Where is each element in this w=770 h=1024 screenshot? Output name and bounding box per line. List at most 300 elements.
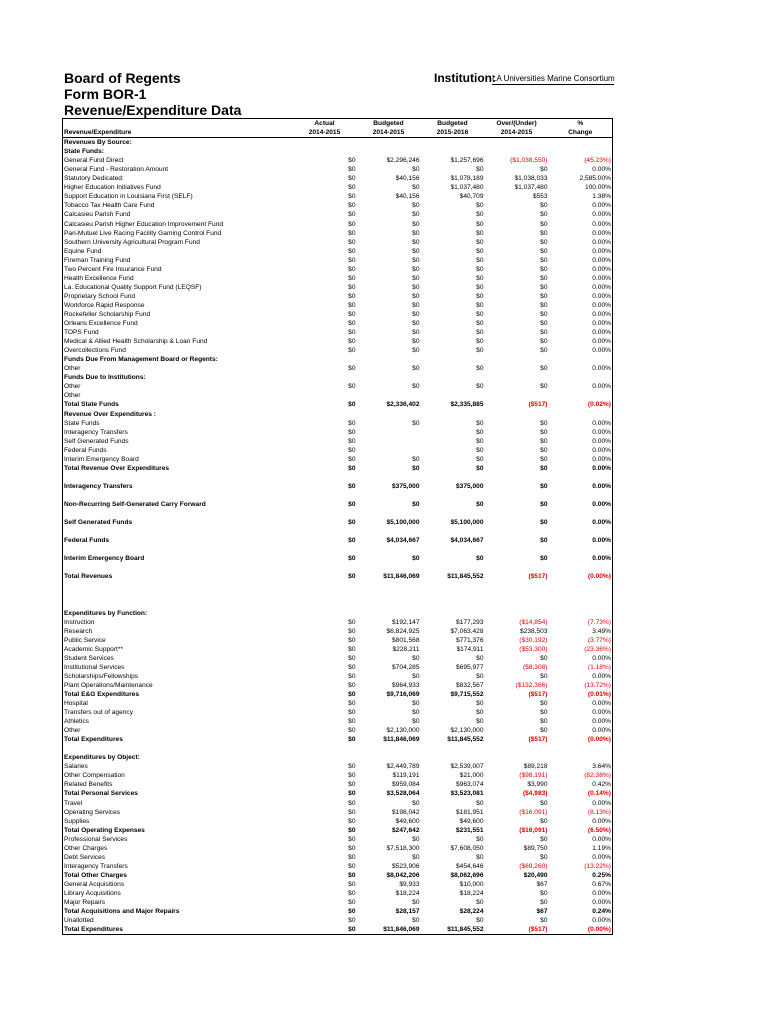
table-row <box>63 301 613 310</box>
row-label: Rockefeller Scholarship Fund <box>64 310 151 318</box>
row-value: $0 <box>476 799 484 807</box>
row-value: $0 <box>348 347 356 355</box>
row-value: $0 <box>540 899 548 907</box>
row-value: $174,911 <box>456 645 484 653</box>
row-value: (82.38%) <box>584 772 611 780</box>
row-value: $0 <box>540 292 548 300</box>
row-value <box>421 147 485 156</box>
row-value: (45.23%) <box>584 157 611 165</box>
row-value: $0 <box>476 446 484 454</box>
revenue-expenditure-table <box>62 118 613 935</box>
table-row <box>63 482 613 491</box>
row-value: 0.00% <box>592 247 611 255</box>
row-value: 0.00% <box>592 817 611 825</box>
row-value: $553 <box>532 193 548 201</box>
row-label: Other Charges <box>64 844 108 852</box>
row-label: Instruction <box>64 618 95 626</box>
row-value: (0.02%) <box>587 401 611 409</box>
row-value: $0 <box>348 283 356 291</box>
row-value: $0 <box>476 899 484 907</box>
row-label: Workforce Rapid Response <box>64 301 145 309</box>
row-value: $9,715,552 <box>450 690 484 698</box>
table-row <box>63 346 613 355</box>
row-value: $0 <box>540 727 548 735</box>
row-value: $0 <box>348 636 356 644</box>
row-label: Pari-Mutuel Live Racing Facility Gaming Control Fund <box>64 229 222 237</box>
row-value: 0.00% <box>592 446 611 454</box>
row-value: $0 <box>412 292 420 300</box>
row-value: $2,539,007 <box>450 763 484 771</box>
row-value <box>357 446 421 455</box>
row-label: Calcasieu Parish Higher Education Improvement Fund <box>64 220 224 228</box>
row-label: Interagency Transfers <box>64 862 128 870</box>
spacer-row <box>63 509 613 518</box>
row-value: (0.00%) <box>587 736 611 744</box>
row-value: 0.00% <box>592 365 611 373</box>
table-header <box>63 119 613 138</box>
row-value: ($16,091) <box>519 826 548 834</box>
row-value: (23.36%) <box>584 645 611 653</box>
row-value: $0 <box>412 899 420 907</box>
row-value: 0.00% <box>592 482 611 490</box>
row-value: $0 <box>476 274 484 282</box>
row-value: $0 <box>348 808 356 816</box>
row-value: 0.00% <box>592 347 611 355</box>
row-value: $0 <box>476 428 484 436</box>
row-label: Expenditures by Function: <box>64 609 148 617</box>
row-label: General Fund Direct <box>64 157 124 165</box>
row-value: $0 <box>412 220 420 228</box>
row-value: ($517) <box>528 573 548 581</box>
row-value: $375,000 <box>391 482 420 490</box>
row-label: Research <box>64 627 93 635</box>
row-label: Other <box>64 383 81 391</box>
row-label: Support Education in Louisiana First (SELF) <box>64 193 193 201</box>
row-label: Total Expenditures <box>64 926 123 934</box>
row-value: $0 <box>476 700 484 707</box>
row-value: $0 <box>540 537 548 545</box>
table-row <box>63 156 613 165</box>
row-value: $0 <box>348 256 356 264</box>
row-value: $0 <box>412 229 420 237</box>
row-value: $0 <box>476 238 484 246</box>
row-value: 0.00% <box>592 709 611 717</box>
row-value: $0 <box>540 211 548 219</box>
row-value: 0.00% <box>592 383 611 391</box>
table-row <box>63 464 613 473</box>
row-value <box>421 355 485 364</box>
row-value <box>485 753 549 762</box>
row-label: Public Service <box>64 636 106 644</box>
row-value: $0 <box>476 256 484 264</box>
row-value: $0 <box>348 329 356 337</box>
row-value: $18,224 <box>395 889 420 897</box>
spacer-row <box>63 599 613 608</box>
row-value: $0 <box>348 202 356 210</box>
table-row <box>63 762 613 771</box>
row-value: $21,000 <box>459 772 484 780</box>
row-value: $0 <box>348 519 356 527</box>
row-value: $375,000 <box>455 482 484 490</box>
row-value: $0 <box>476 464 484 472</box>
row-value: $0 <box>348 193 356 201</box>
row-value: $0 <box>348 175 356 183</box>
row-value: $0 <box>348 844 356 852</box>
row-label: Orleans Excellence Fund <box>64 320 138 328</box>
row-value: $4,034,667 <box>450 537 484 545</box>
row-value: 0.00% <box>592 419 611 427</box>
row-value: $0 <box>348 301 356 309</box>
row-value: $0 <box>348 835 356 843</box>
row-value: $0 <box>412 365 420 373</box>
row-value: $0 <box>412 799 420 807</box>
row-value: $0 <box>476 166 484 174</box>
row-value: 0.00% <box>592 428 611 436</box>
row-value: 0.00% <box>592 853 611 861</box>
row-value: 0.00% <box>592 537 611 545</box>
row-label: Statutory Dedicated: <box>64 175 124 183</box>
table-row <box>63 780 613 789</box>
row-label: Athletics <box>64 718 89 726</box>
row-value: $2,130,000 <box>450 727 484 735</box>
row-value: (1.18%) <box>587 663 611 671</box>
row-value: $0 <box>348 853 356 861</box>
row-value: $0 <box>348 709 356 717</box>
row-value: 0.00% <box>592 292 611 300</box>
row-value: $1,257,696 <box>450 157 484 165</box>
row-value: $0 <box>540 853 548 861</box>
title-line-1: Board of Regents <box>64 70 181 86</box>
row-value: $0 <box>348 926 356 934</box>
row-value <box>357 410 421 419</box>
row-value <box>357 138 421 148</box>
spacer-row <box>63 491 613 500</box>
row-value: 0.67% <box>592 880 611 888</box>
row-value: $0 <box>412 283 420 291</box>
row-value: $0 <box>348 320 356 328</box>
row-value <box>549 373 613 382</box>
row-label: Total Personal Services <box>64 790 138 798</box>
row-value: $0 <box>412 455 420 463</box>
row-value: $18,224 <box>459 889 484 897</box>
row-value <box>357 147 421 156</box>
row-value: $0 <box>412 709 420 717</box>
row-value: $9,933 <box>399 880 420 888</box>
row-value: 0.00% <box>592 727 611 735</box>
row-value: $0 <box>540 310 548 318</box>
table-row <box>63 165 613 174</box>
row-value: $0 <box>348 899 356 907</box>
row-value: ($517) <box>528 401 548 409</box>
row-value <box>357 753 421 762</box>
row-value: $0 <box>348 645 356 653</box>
row-value: $0 <box>540 347 548 355</box>
row-label: Non-Recurring Self-Generated Carry Forward <box>64 500 206 508</box>
row-value: $0 <box>476 220 484 228</box>
row-label: Two Percent Fire Insurance Fund <box>64 265 162 273</box>
row-label: Operating Services <box>64 808 121 816</box>
table-row <box>63 382 613 391</box>
row-value: $0 <box>540 654 548 662</box>
row-value: $89,750 <box>523 844 548 852</box>
table-row <box>63 238 613 247</box>
spacer-row <box>63 563 613 572</box>
row-value <box>357 391 421 400</box>
table-row <box>63 799 613 808</box>
row-label: TOPS Fund <box>64 329 99 337</box>
row-value: $0 <box>412 700 420 707</box>
row-value: $3,528,064 <box>386 790 420 798</box>
row-value: $0 <box>476 383 484 391</box>
row-label: Student Services <box>64 654 114 662</box>
table-row <box>63 681 613 690</box>
spacer-row <box>63 744 613 753</box>
row-value: $0 <box>540 338 548 346</box>
row-value: 1.19% <box>592 844 611 852</box>
row-label: Other Compensation <box>64 772 125 780</box>
row-value <box>357 428 421 437</box>
row-value <box>549 355 613 364</box>
table-row <box>63 391 613 400</box>
row-value: $0 <box>540 519 548 527</box>
row-label: Professional Services <box>64 835 128 843</box>
row-label: Library Acquisitions <box>64 889 121 897</box>
row-value: $11,845,552 <box>447 573 484 581</box>
row-value: 0.00% <box>592 889 611 897</box>
row-value: $0 <box>412 310 420 318</box>
row-value: $0 <box>348 274 356 282</box>
row-value: $0 <box>348 455 356 463</box>
row-value: 0.00% <box>592 672 611 680</box>
row-value: $0 <box>412 464 420 472</box>
row-value: $0 <box>348 663 356 671</box>
table-row <box>63 455 613 464</box>
table-row <box>63 654 613 663</box>
table-row <box>63 147 613 156</box>
row-value: $0 <box>540 283 548 291</box>
row-value: $0 <box>476 555 484 563</box>
table-row <box>63 663 613 672</box>
row-value: $0 <box>540 247 548 255</box>
row-label: Transfers out of agency <box>64 709 134 717</box>
table-row <box>63 229 613 238</box>
row-value: (3.77%) <box>587 636 611 644</box>
row-value <box>293 355 357 364</box>
row-value: $0 <box>540 700 548 707</box>
row-value: (13.22%) <box>584 862 611 870</box>
row-label: Revenue Over Expenditures : <box>64 410 156 418</box>
row-value: $238,503 <box>519 627 548 635</box>
row-value: $704,285 <box>391 663 420 671</box>
table-row <box>63 446 613 455</box>
row-value: $0 <box>540 709 548 717</box>
table-row <box>63 618 613 627</box>
row-value: $523,906 <box>391 862 420 870</box>
row-label: Total Revenues <box>64 573 113 581</box>
row-value: 0.00% <box>592 238 611 246</box>
row-value: $28,224 <box>459 908 484 916</box>
row-value: $11,846,069 <box>383 926 420 934</box>
row-label: Overcollections Fund <box>64 347 126 355</box>
row-value: $0 <box>348 383 356 391</box>
row-value: 3.64% <box>592 763 611 771</box>
row-value: $0 <box>412 500 420 508</box>
row-value: $0 <box>540 437 548 445</box>
row-label: Institutional Services <box>64 663 125 671</box>
table-row <box>63 844 613 853</box>
row-value: $0 <box>540 383 548 391</box>
table-row <box>63 220 613 229</box>
row-value <box>549 138 613 148</box>
table-row <box>63 771 613 780</box>
table-row <box>63 192 613 201</box>
table-row <box>63 708 613 717</box>
row-value: $0 <box>476 310 484 318</box>
row-value: $0 <box>476 853 484 861</box>
row-value: $11,846,069 <box>383 573 420 581</box>
row-value: $4,034,667 <box>386 537 420 545</box>
form-title <box>64 70 241 118</box>
row-value: $454,646 <box>455 862 484 870</box>
table-row <box>63 364 613 373</box>
row-value <box>485 147 549 156</box>
row-value: (0.14%) <box>587 790 611 798</box>
table-row <box>63 925 613 935</box>
row-value: $0 <box>412 202 420 210</box>
row-value: $0 <box>348 871 356 879</box>
row-label: Higher Education Initiatives Fund <box>64 184 161 192</box>
row-value: $0 <box>348 229 356 237</box>
row-value: $231,551 <box>455 826 484 834</box>
row-value: $0 <box>476 419 484 427</box>
row-value: $0 <box>540 329 548 337</box>
table-row <box>63 201 613 210</box>
row-label: Travel <box>64 799 83 807</box>
row-value: 0.00% <box>592 500 611 508</box>
row-value: $7,608,050 <box>450 844 484 852</box>
row-value: $0 <box>348 781 356 789</box>
row-value: $0 <box>540 482 548 490</box>
row-value <box>421 138 485 148</box>
row-value: $0 <box>412 555 420 563</box>
row-value: 0.00% <box>592 310 611 318</box>
spacer-row <box>63 473 613 482</box>
row-label: Other <box>64 365 81 373</box>
table-row <box>63 889 613 898</box>
row-value: $0 <box>476 654 484 662</box>
row-value: $0 <box>348 365 356 373</box>
row-label: Unallotted <box>64 917 94 925</box>
row-value: 0.00% <box>592 301 611 309</box>
row-value: $0 <box>348 826 356 834</box>
table-row <box>63 292 613 301</box>
row-value <box>357 609 421 618</box>
table-row <box>63 645 613 654</box>
row-label: Health Excellence Fund <box>64 274 134 282</box>
row-value: $0 <box>348 247 356 255</box>
row-value <box>549 753 613 762</box>
table-row <box>63 174 613 183</box>
row-value: $0 <box>476 202 484 210</box>
table-row <box>63 518 613 527</box>
row-value: $0 <box>476 835 484 843</box>
row-value: 0.00% <box>592 220 611 228</box>
row-value: $0 <box>412 320 420 328</box>
row-value: ($69,260) <box>519 862 548 870</box>
row-value: $695,977 <box>455 663 484 671</box>
row-value: $0 <box>348 555 356 563</box>
table-row <box>63 328 613 337</box>
row-value: $0 <box>476 455 484 463</box>
title-line-3: Revenue/Expenditure Data <box>64 102 242 118</box>
row-value: $0 <box>348 310 356 318</box>
row-label: Supplies <box>64 817 90 825</box>
table-row <box>63 572 613 581</box>
row-value: ($53,300) <box>519 645 548 653</box>
row-value: $0 <box>348 157 356 165</box>
row-value: 0.00% <box>592 718 611 726</box>
institution-label: Institution: <box>434 71 496 85</box>
row-value: $2,130,000 <box>386 727 420 735</box>
table-row <box>63 536 613 545</box>
row-value: ($517) <box>528 736 548 744</box>
spacer-row <box>63 545 613 554</box>
row-value: ($132,366) <box>515 681 548 689</box>
row-value: $0 <box>476 917 484 925</box>
row-value: (8.13%) <box>587 808 611 816</box>
row-value: $67 <box>536 908 548 916</box>
row-value: $181,951 <box>455 808 484 816</box>
row-value: $11,845,552 <box>447 736 484 744</box>
row-value: $177,293 <box>455 618 484 626</box>
row-value <box>293 373 357 382</box>
row-value: $963,074 <box>455 781 484 789</box>
row-value: $0 <box>540 455 548 463</box>
row-value: $10,000 <box>459 880 484 888</box>
table-row <box>63 690 613 699</box>
row-label: Interim Emergency Board <box>64 555 145 563</box>
row-value: $11,846,069 <box>383 736 420 744</box>
row-value: ($8,308) <box>522 663 548 671</box>
table-row <box>63 609 613 618</box>
row-value: $0 <box>540 428 548 436</box>
row-value: ($98,191) <box>519 772 548 780</box>
table-row <box>63 862 613 871</box>
table-row <box>63 138 613 148</box>
row-value: $0 <box>476 437 484 445</box>
row-value <box>421 373 485 382</box>
row-value: $0 <box>540 274 548 282</box>
row-label: Total State Funds <box>64 401 119 409</box>
row-value: $0 <box>348 573 356 581</box>
table-row <box>63 636 613 645</box>
row-value: $0 <box>476 718 484 726</box>
row-value: $0 <box>540 672 548 680</box>
row-value: ($30,192) <box>519 636 548 644</box>
row-value <box>549 391 613 400</box>
row-value: $0 <box>412 184 420 192</box>
row-label: Debt Services <box>64 853 106 861</box>
table-row <box>63 319 613 328</box>
row-value: $0 <box>412 247 420 255</box>
row-value: ($14,854) <box>519 618 548 626</box>
row-value <box>293 753 357 762</box>
row-value: 0.00% <box>592 338 611 346</box>
table-row <box>63 835 613 844</box>
row-value: $0 <box>476 301 484 309</box>
row-value: $0 <box>348 220 356 228</box>
row-label: State Funds: <box>64 148 104 156</box>
